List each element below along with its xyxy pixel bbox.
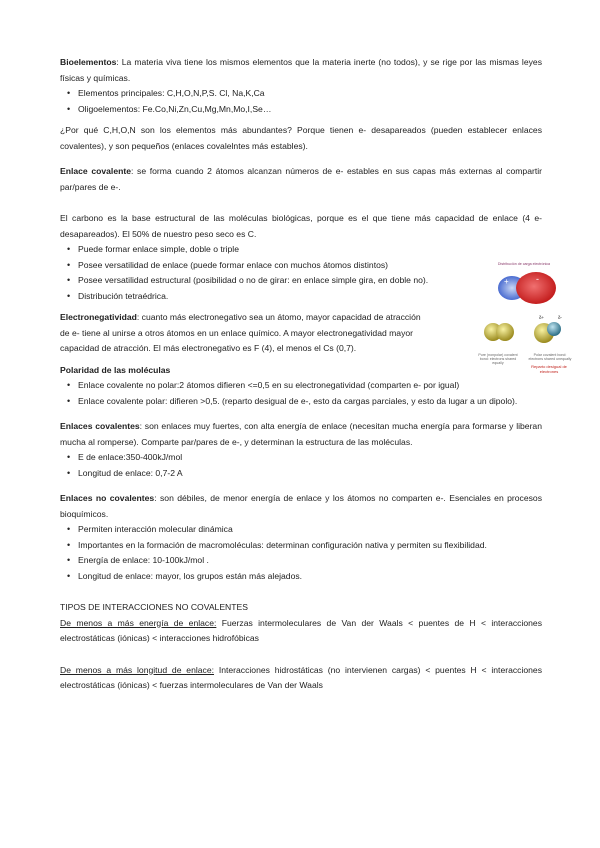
bioelements-list (60, 86, 542, 117)
length-order-paragraph (60, 663, 542, 694)
minus-sign: - (536, 274, 539, 284)
covalent-bonds-title: Enlaces covalentes (60, 421, 140, 431)
noncovalent-list (60, 522, 542, 584)
covalent-title: Enlace covalente (60, 166, 131, 176)
list-item: • Posee versatilidad de enlace (puede formar enlace con muchos átomos distintos) (78, 258, 542, 274)
nonpolar-atom-b (496, 323, 514, 341)
list-item: • Permiten interacción molecular dinámica (78, 522, 542, 538)
electronegativity-title: Electronegatividad (60, 312, 137, 322)
list-item: • Elementos principales: C,H,O,N,P,S. Cl, Na,K,Ca (78, 86, 542, 102)
electronegativity-text: : cuanto más electronegativo sea un átomo, mayor capacidad de atracción de e- tiene al unirse a otros átomos en un enlace químico. A mayor electronegatividad mayor capacidad de atracción. El más electronegativo es F (4), el menos el Cs (0,7). (60, 312, 421, 353)
length-order-label: De menos a más longitud de enlace: (60, 664, 215, 675)
bioelements-title: Bioelementos (60, 57, 117, 67)
bond-molecules-image (474, 312, 574, 348)
noncovalent-title: Enlaces no covalentes (60, 493, 155, 503)
unequal-sharing-caption: Reparto desigual de electrones (531, 364, 567, 374)
carbon-paragraph: El carbono es la base estructural de las moléculas biológicas, porque es el que tiene más capacidad de enlace (4 e- desapareados). El 50% de nuestro peso seco es C. (60, 213, 542, 239)
list-item: • E de enlace:350-400kJ/mol (78, 450, 542, 466)
list-item: • Longitud de enlace: 0,7-2 A (78, 466, 542, 482)
covalent-bonds-text: : son enlaces muy fuertes, con alta energía de enlace (necesitan mucha energía para formarse y liberan mucha al romperse). Comparte par/pares de e-, y determinan la estructura de las moléculas. (60, 421, 542, 447)
polarity-heading (60, 363, 542, 379)
list-item: • Puede formar enlace simple, doble o triple (78, 242, 542, 258)
delta-plus-label: δ+ (539, 314, 545, 320)
carbon-list (60, 242, 542, 304)
polar-caption: Polar covalent bond: electrons shared unequally (528, 353, 572, 361)
bioelements-paragraph (60, 55, 542, 86)
list-item: • Longitud de enlace: mayor, los grupos están más alejados. (78, 569, 542, 585)
covalent-bonds-paragraph (60, 419, 542, 450)
polar-atom-b (547, 322, 561, 336)
covalent-text: : se forma cuando 2 átomos alcanzan números de e- estables en sus capas más externas al compartir par/pares de e-. (60, 166, 542, 192)
electronegativity-paragraph (60, 310, 432, 357)
covalent-paragraph (60, 164, 542, 195)
polarity-title: Polaridad de las moléculas (60, 364, 171, 375)
polarity-list (60, 378, 542, 409)
covalent-bonds-list (60, 450, 542, 481)
noncovalent-text: : son débiles, de menor energía de enlace y los átomos no comparten e-. Esenciales en procesos bioquímicos. (60, 493, 542, 519)
list-item: • Oligoelementos: Fe.Co,Ni,Zn,Cu,Mg,Mn,Mo,I,Se… (78, 102, 542, 118)
list-item: • Enlace covalente no polar:2 átomos difieren <=0,5 en su electronegatividad (comparten e- por igual) (78, 378, 542, 394)
list-item: • Posee versatilidad estructural (posibilidad o no de girar: en enlace simple gira, en doble no). (78, 273, 542, 289)
types-heading: TIPOS DE INTERACCIONES NO COVALENTES (60, 602, 248, 612)
list-item: • Importantes en la formación de macromoléculas: determinan configuración nativa y permiten su flexibilidad. (78, 538, 542, 554)
charge-distribution-image (474, 266, 574, 306)
list-item: • Energía de enlace: 10-100kJ/mol . (78, 553, 542, 569)
document-page (60, 55, 542, 694)
list-item: • Distribución tetraédrica. (78, 289, 542, 305)
length-order-text: Interacciones hidrostáticas (no intervienen cargas) < puentes H < interacciones electrostáticas (iónicas) < fuerzas intermoleculares de Van der Waals (60, 664, 543, 690)
delta-minus-label: δ- (558, 314, 563, 320)
energy-order-label: De menos a más energía de enlace: (60, 617, 217, 628)
polarity-figure (474, 262, 574, 384)
energy-order-paragraph (60, 616, 542, 647)
noncovalent-paragraph (60, 491, 542, 522)
figure-top-caption: Distribución de carga electrónica (497, 262, 551, 266)
plus-sign: + (504, 277, 509, 286)
nonpolar-caption: Pure (nonpolar) covalent bond: electrons shared equally (478, 353, 518, 365)
bioelements-text: : La materia viva tiene los mismos elementos que la materia inerte (no todos), y se rige por las mismas leyes físicas y químicas. (60, 57, 542, 83)
energy-order-text: Fuerzas intermoleculares de Van der Waals < puentes de H < interacciones electrostáticas (iónicas) < interacciones hidrofóbicas (60, 617, 542, 643)
why-paragraph: ¿Por qué C,H,O,N son los elementos más abundantes? Porque tienen e- desapareados (pueden establecer enlaces covalentes), y son pequeños (enlaces covalelntes más estables). (60, 125, 542, 151)
list-item: • Enlace covalente polar: difieren >0,5. (reparto desigual de e-, esto da cargas parciales, y esto da lugar a un dipolo). (78, 394, 542, 410)
